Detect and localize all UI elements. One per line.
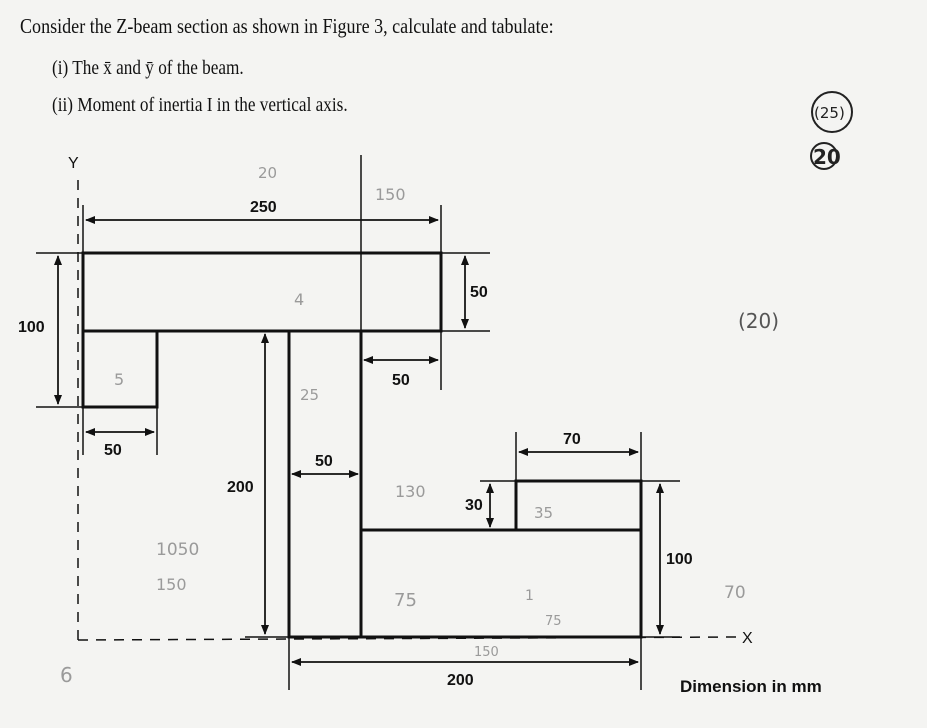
question-item-2: (ii) Moment of inertia I in the vertical axis. xyxy=(52,94,348,116)
side-mark: (20) xyxy=(738,309,780,333)
x-axis-label: X xyxy=(742,630,753,647)
dim-step-width-label: 70 xyxy=(563,431,581,448)
pencil-note: 1050 xyxy=(156,540,200,560)
dim-left-height-label: 100 xyxy=(18,319,45,336)
pencil-note: 35 xyxy=(534,504,554,522)
pencil-note: 130 xyxy=(395,482,426,501)
pencil-note: 5 xyxy=(114,370,125,389)
pencil-note: 20 xyxy=(258,164,278,182)
dim-bottom-width-label: 200 xyxy=(447,672,474,689)
question-item-1: (i) The x̄ and ȳ of the beam. xyxy=(52,57,244,79)
dim-web-width-top-label: 50 xyxy=(392,372,410,389)
dim-left-stub-width-label: 50 xyxy=(104,442,122,459)
y-axis-label: Y xyxy=(68,155,79,172)
pencil-note: 150 xyxy=(375,185,406,204)
dim-right-height-label: 100 xyxy=(666,551,693,568)
question-title: Consider the Z-beam section as shown in Figure 3, calculate and tabulate: xyxy=(20,14,554,38)
pencil-notes xyxy=(60,164,746,687)
pencil-note: 4 xyxy=(294,290,305,309)
pencil-note: 75 xyxy=(394,590,417,611)
pencil-note: 6 xyxy=(60,663,73,687)
axes xyxy=(78,180,738,640)
bottom-flange xyxy=(361,530,641,637)
marks-circle-text: (25) xyxy=(814,104,845,122)
left-stub xyxy=(83,331,157,407)
units-note: Dimension in mm xyxy=(680,677,822,696)
dim-web-height-label: 200 xyxy=(227,479,254,496)
dim-top-flange-thickness-label: 50 xyxy=(470,284,488,301)
pencil-note: 70 xyxy=(724,583,746,603)
dim-step-height-label: 30 xyxy=(465,497,483,514)
pencil-note: 150 xyxy=(156,575,187,594)
pencil-note: 150 xyxy=(474,645,499,660)
marks xyxy=(738,92,852,333)
pencil-note: 75 xyxy=(545,614,562,629)
score-circle-text: 20 xyxy=(813,145,841,169)
pencil-note: 1 xyxy=(525,588,534,604)
dim-web-width-label: 50 xyxy=(315,453,333,470)
extension-lines xyxy=(36,155,680,690)
dim-top-width-label: 250 xyxy=(250,199,277,216)
web xyxy=(289,331,361,637)
top-flange xyxy=(83,253,441,331)
pencil-note: 25 xyxy=(300,386,320,404)
